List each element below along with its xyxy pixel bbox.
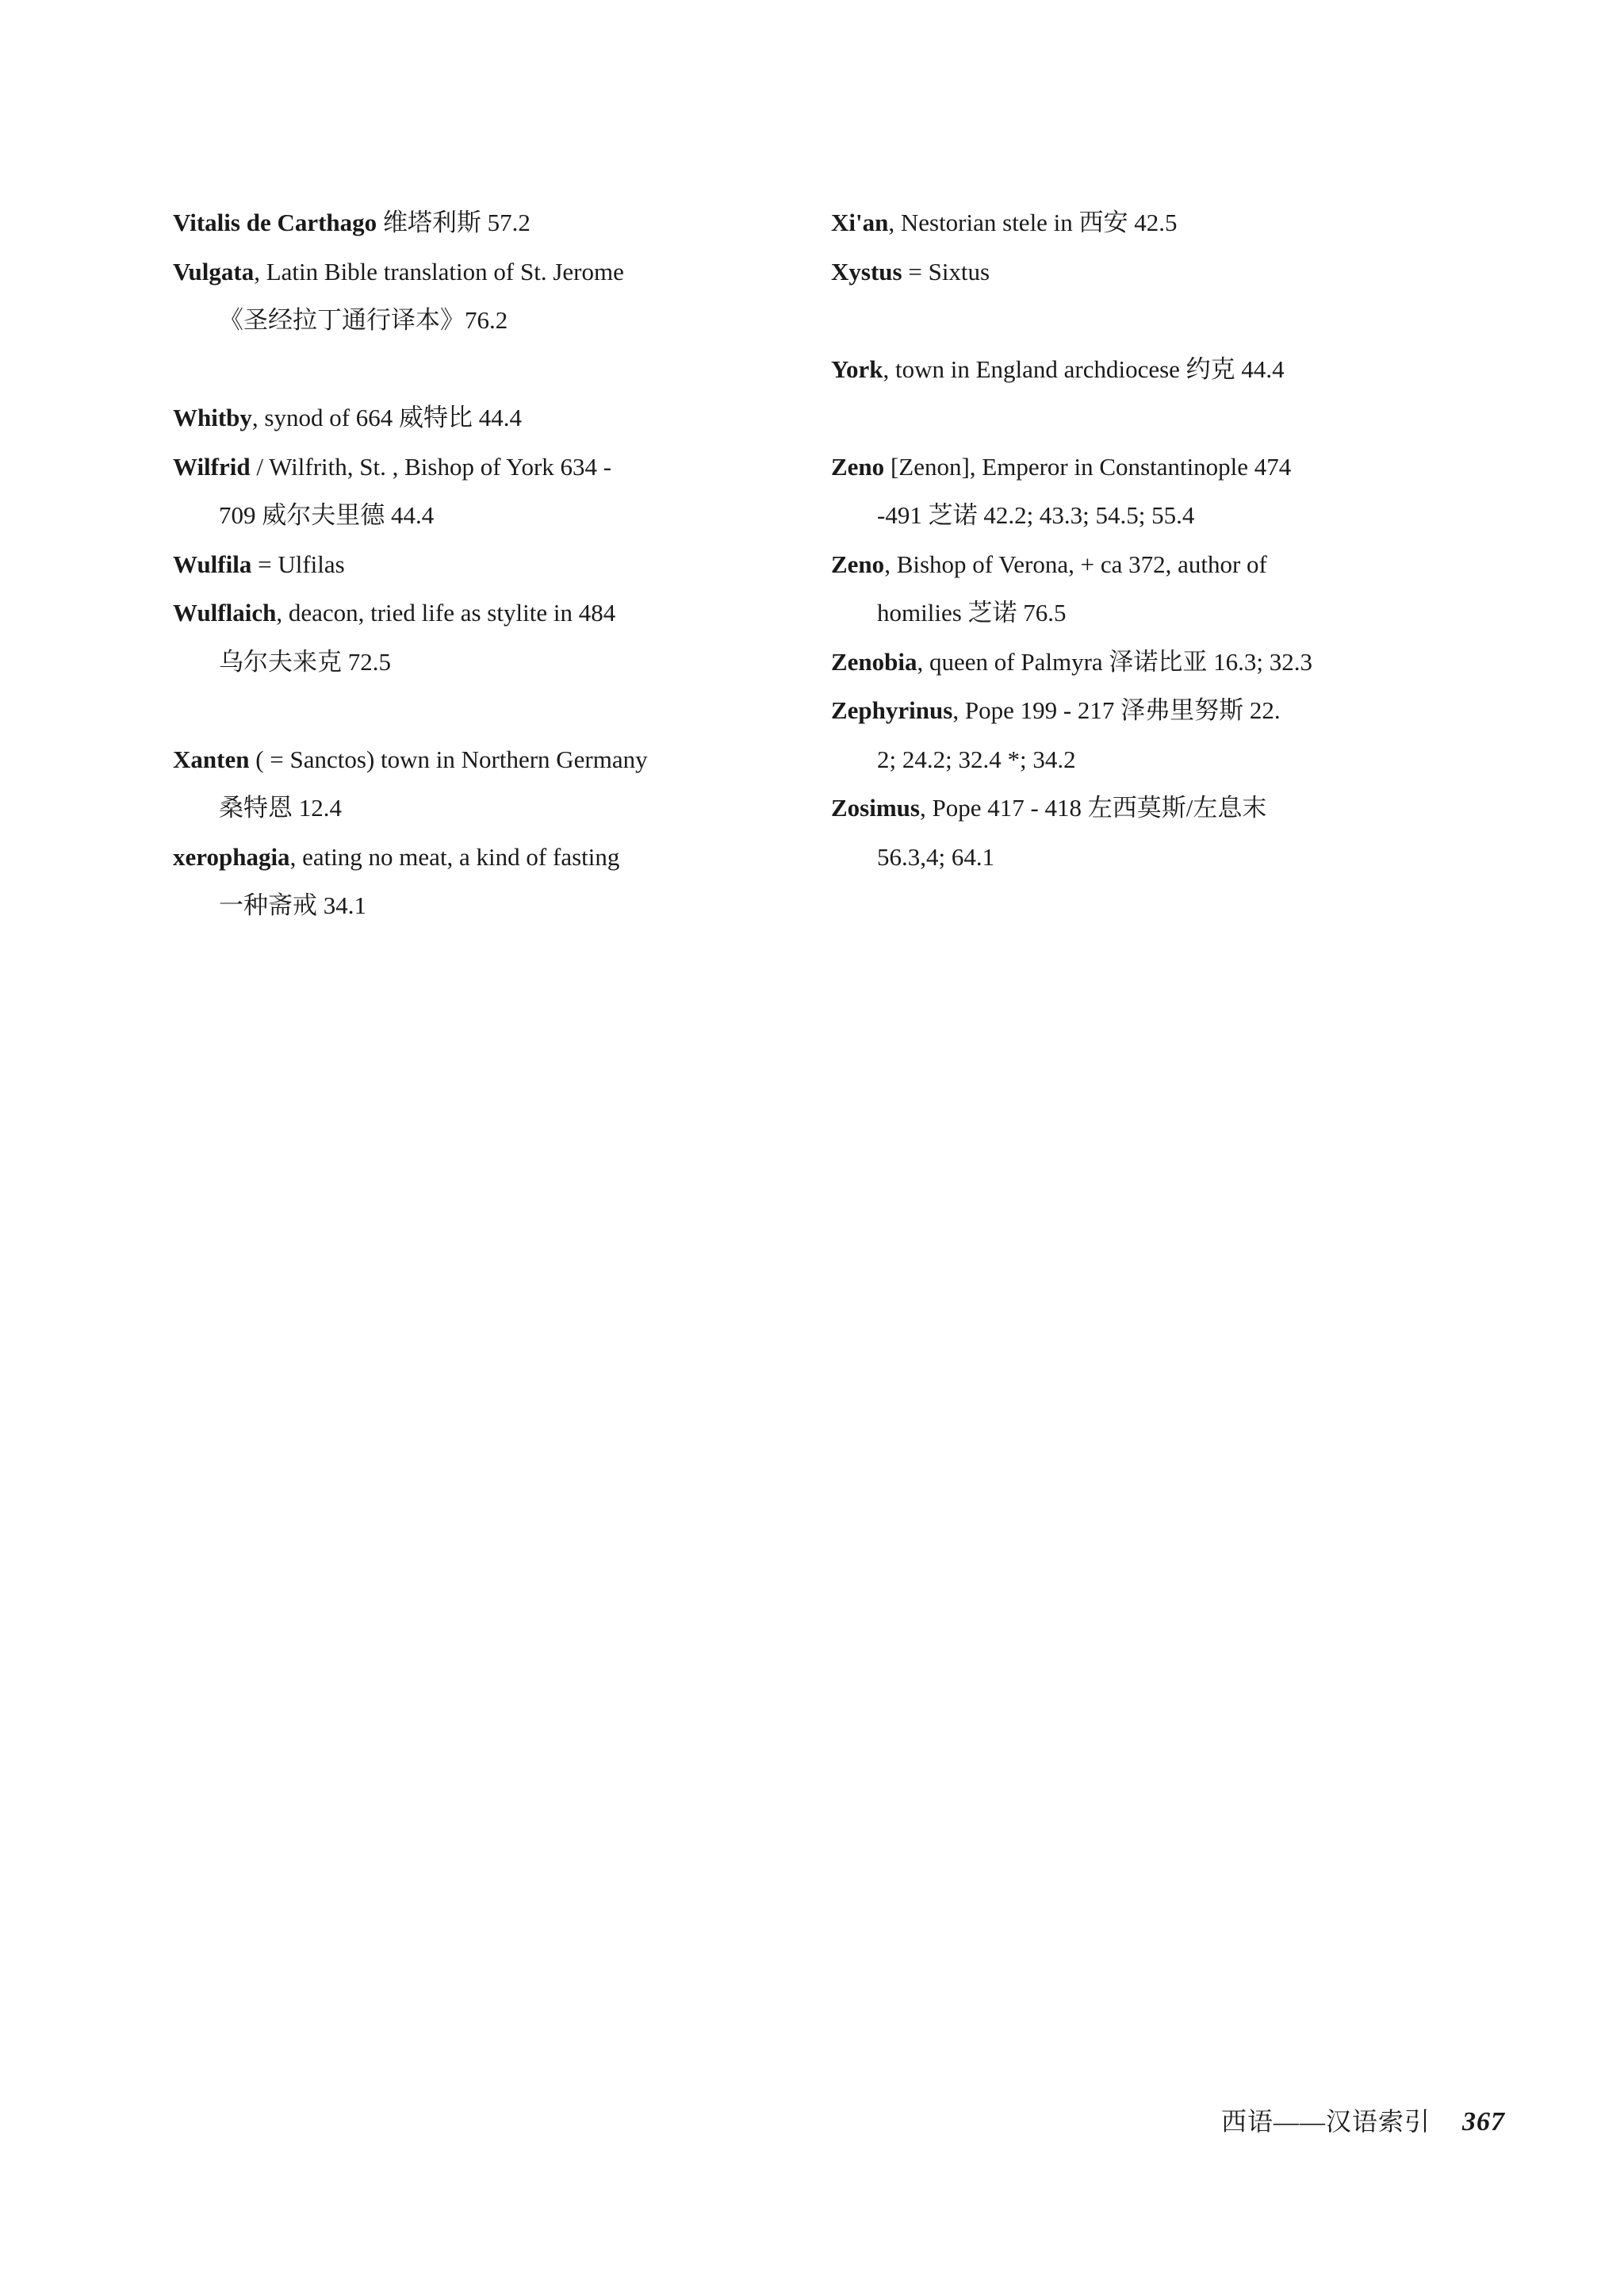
headword: Xanten xyxy=(173,745,250,773)
index-entry xyxy=(831,345,1431,394)
entry-text: , deacon, tried life as stylite in 484 xyxy=(276,599,616,627)
headword: Wilfrid xyxy=(173,452,251,481)
entry-text: [Zenon], Emperor in Constantinople 474 xyxy=(884,452,1292,481)
entry-continuation: 一种斋戒 34.1 xyxy=(219,891,366,919)
headword: Vitalis de Carthago xyxy=(173,209,377,236)
letter-gap xyxy=(831,393,1431,443)
entry-text: / Wilfrith, St. , Bishop of York 634 - xyxy=(250,452,612,481)
headword: Wulflaich xyxy=(173,599,277,627)
entry-text: = Ulfilas xyxy=(251,550,345,578)
letter-gap xyxy=(173,686,769,735)
entry-continuation: 乌尔夫来克 72.5 xyxy=(219,647,391,676)
entry-text: , Latin Bible translation of St. Jerome xyxy=(254,257,624,286)
index-entry xyxy=(173,393,769,443)
entry-text: ( = Sanctos) town in Northern Germany xyxy=(249,745,648,773)
entry-text: , queen of Palmyra 泽诺比亚 16.3; 32.3 xyxy=(917,647,1313,676)
entry-continuation: 2; 24.2; 32.4 *; 34.2 xyxy=(877,745,1076,773)
entry-text: 维塔利斯 57.2 xyxy=(377,209,530,236)
headword: Zenobia xyxy=(831,647,917,676)
page-number: 367 xyxy=(1462,2107,1505,2136)
headword: York xyxy=(831,354,883,383)
entry-text: , eating no meat, a kind of fasting xyxy=(289,842,620,871)
index-entry xyxy=(831,443,1431,540)
index-entry xyxy=(173,735,769,833)
index-entry xyxy=(831,198,1431,247)
headword: Whitby xyxy=(173,404,252,431)
index-entry xyxy=(173,540,769,589)
entry-continuation: 56.3,4; 64.1 xyxy=(877,842,995,871)
index-entry xyxy=(831,540,1431,638)
index-entry xyxy=(173,443,769,540)
index-entry xyxy=(173,588,769,686)
headword: Zeno xyxy=(831,550,885,578)
headword: Wulfila xyxy=(173,550,252,578)
index-entry xyxy=(173,198,769,247)
page-footer xyxy=(1221,2102,1505,2138)
entry-text: , Nestorian stele in 西安 42.5 xyxy=(888,209,1178,236)
entry-text: , town in England archdiocese 约克 44.4 xyxy=(883,354,1285,383)
index-entry xyxy=(831,247,1431,297)
index-entry xyxy=(831,784,1431,881)
index-entry xyxy=(173,833,769,930)
index-column-left xyxy=(173,198,769,930)
entry-continuation: 《圣经拉丁通行译本》76.2 xyxy=(219,306,508,334)
entry-text: , Bishop of Verona, + ca 372, author of xyxy=(884,550,1267,578)
entry-text: , synod of 664 威特比 44.4 xyxy=(251,404,523,431)
entry-continuation: homilies 芝诺 76.5 xyxy=(877,599,1067,627)
index-entry xyxy=(831,686,1431,784)
headword: Zeno xyxy=(831,452,885,481)
entry-continuation: 709 威尔夫里德 44.4 xyxy=(219,501,435,529)
headword: Vulgata xyxy=(173,257,255,286)
entry-text: = Sixtus xyxy=(902,257,990,286)
headword: Zephyrinus xyxy=(831,696,953,724)
entry-text: , Pope 199 - 217 泽弗里努斯 22. xyxy=(952,696,1281,724)
headword: xerophagia xyxy=(173,842,290,871)
entry-continuation: 桑特恩 12.4 xyxy=(219,794,342,822)
headword: Zosimus xyxy=(831,794,920,822)
letter-gap xyxy=(173,345,769,394)
section-title: 西语——汉语索引 xyxy=(1220,2107,1431,2136)
index-entry xyxy=(173,247,769,345)
headword: Xystus xyxy=(831,257,902,286)
headword: Xi'an xyxy=(831,209,889,236)
entry-continuation: -491 芝诺 42.2; 43.3; 54.5; 55.4 xyxy=(877,501,1195,529)
entry-text: , Pope 417 - 418 左西莫斯/左息末 xyxy=(919,794,1267,822)
letter-gap xyxy=(831,296,1431,345)
index-entry xyxy=(831,638,1431,687)
index-column-right xyxy=(831,198,1431,881)
